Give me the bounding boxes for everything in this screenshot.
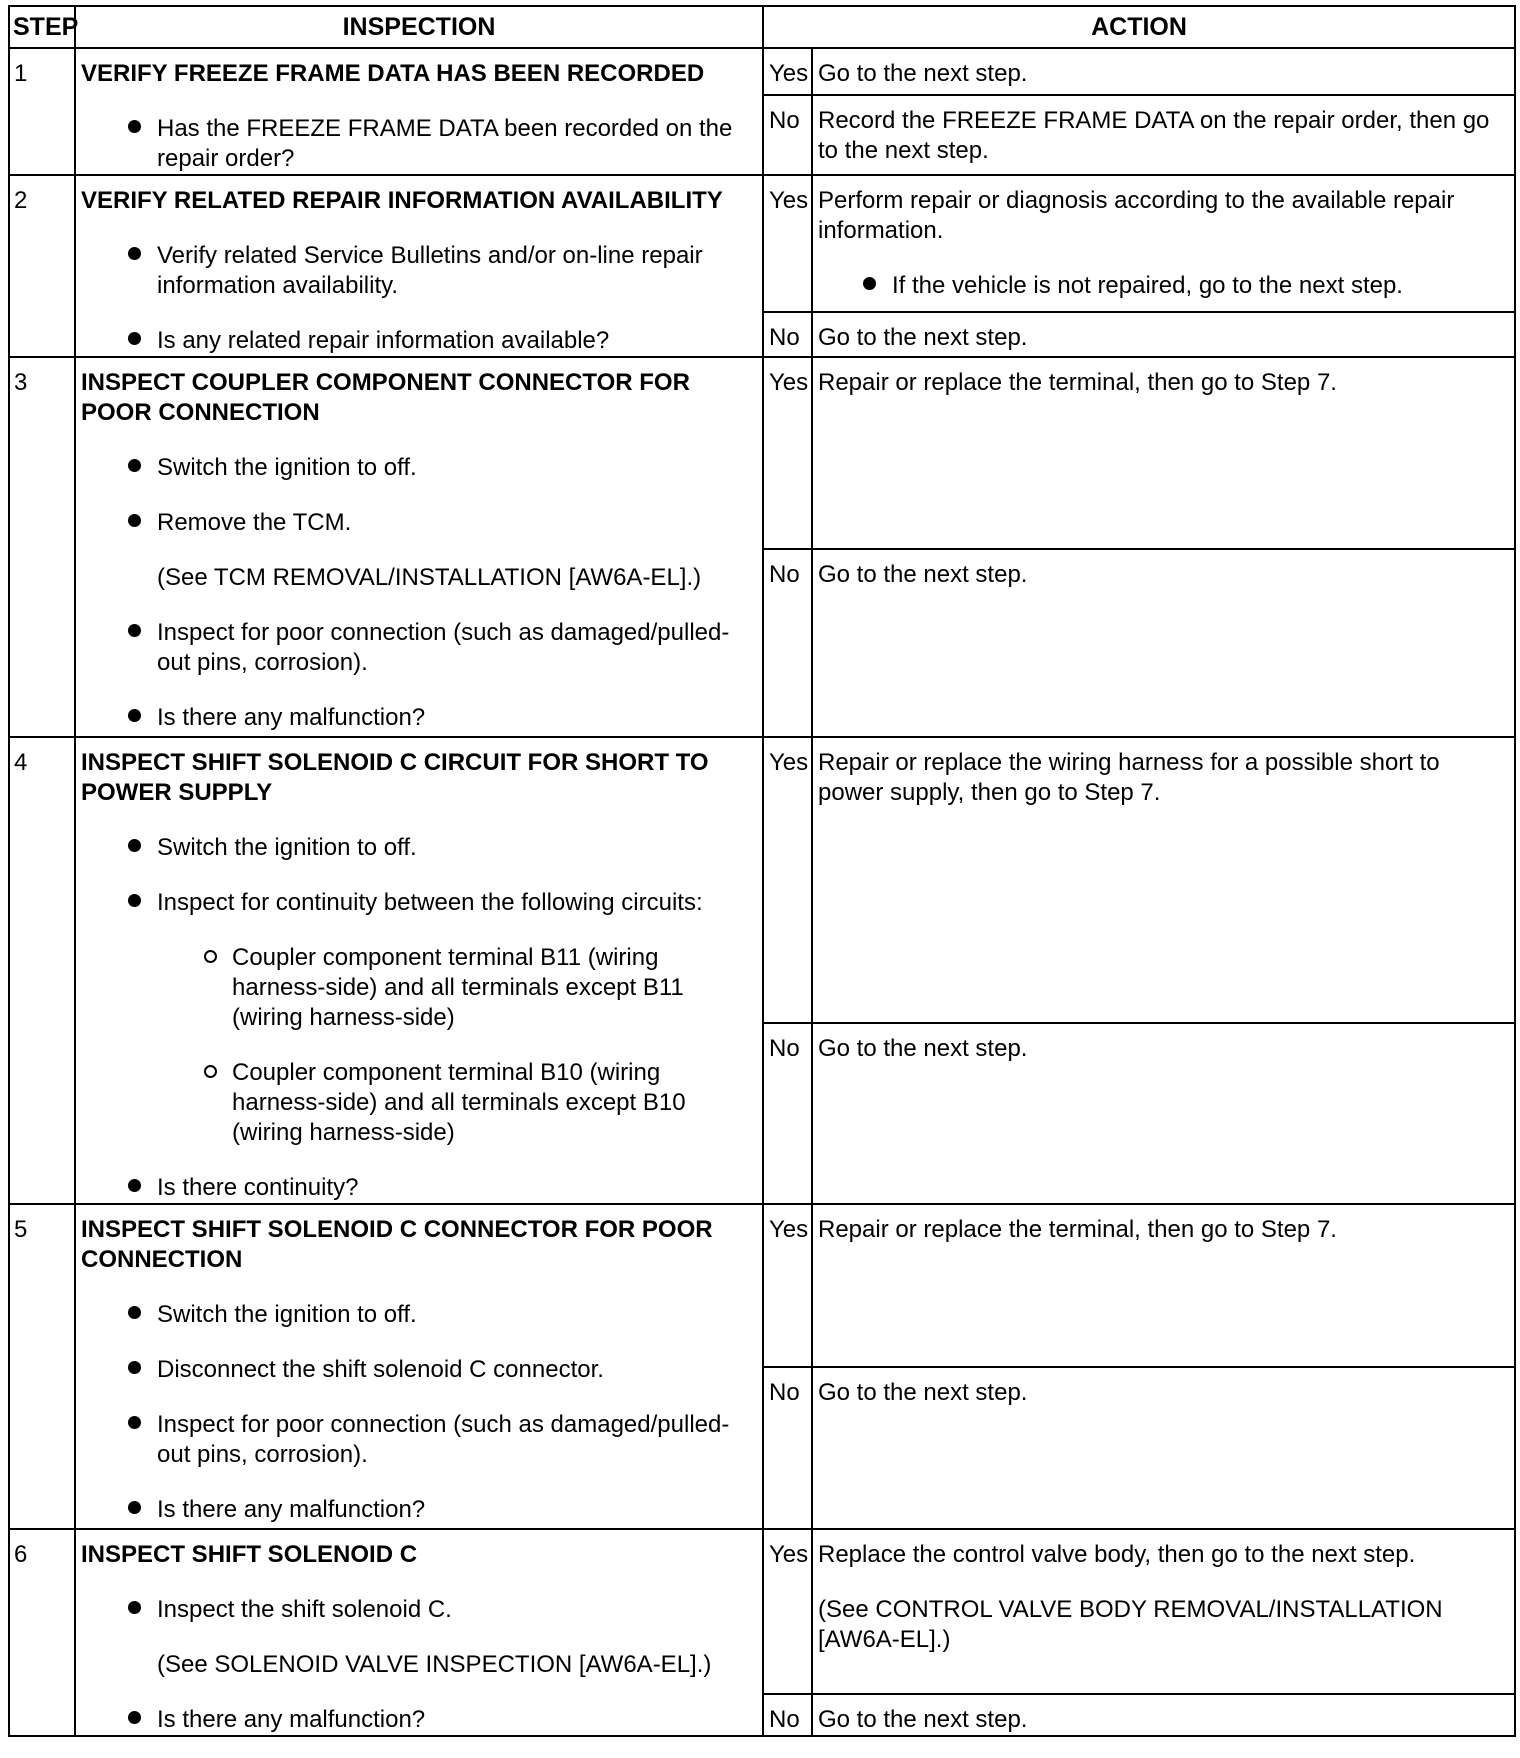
- header-row: [9, 6, 1515, 48]
- step-5-inspection: [75, 1204, 763, 1529]
- step-title: INSPECT SHIFT SOLENOID C: [81, 1541, 418, 1568]
- yes-action: Replace the control valve body, then go to the next step.: [818, 1541, 1416, 1568]
- no-label: No: [763, 1694, 812, 1736]
- yes-action: Repair or replace the terminal, then go to Step 7.: [812, 357, 1515, 549]
- inspection-bullet: Is there continuity?: [81, 1173, 756, 1203]
- action-reference: (See CONTROL VALVE BODY REMOVAL/INSTALLATION [AW6A-EL].): [818, 1596, 1443, 1653]
- no-label: No: [763, 312, 812, 357]
- inspection-bullet: Is there any malfunction?: [81, 1705, 756, 1735]
- bullet-icon: [128, 1179, 141, 1192]
- inspection-reference: (See SOLENOID VALVE INSPECTION [AW6A-EL].): [157, 1651, 712, 1678]
- bullet-icon: [128, 459, 141, 472]
- step-2-yes-row: [9, 175, 1515, 312]
- step-number: 6: [9, 1529, 75, 1736]
- header-step: STEP: [9, 6, 75, 48]
- step-title: INSPECT SHIFT SOLENOID C CONNECTOR FOR POOR CONNECTION: [81, 1216, 713, 1273]
- inspection-bullet: Switch the ignition to off.: [81, 833, 756, 863]
- yes-label: Yes: [763, 175, 812, 312]
- inspection-bullet: Remove the TCM.: [81, 508, 756, 538]
- yes-label: Yes: [763, 737, 812, 1023]
- bullet-icon: [128, 1306, 141, 1319]
- step-3-yes-row: [9, 357, 1515, 549]
- inspection-bullet: Switch the ignition to off.: [81, 453, 756, 483]
- header-action: ACTION: [763, 6, 1515, 48]
- inspection-bullet: Inspect the shift solenoid C.: [81, 1595, 756, 1625]
- no-action: Go to the next step.: [812, 1694, 1515, 1736]
- inspection-reference: (See TCM REMOVAL/INSTALLATION [AW6A-EL].): [157, 564, 702, 591]
- diagnostic-table: [8, 5, 1516, 1737]
- yes-label: Yes: [763, 357, 812, 549]
- step-2-inspection: [75, 175, 763, 357]
- yes-action: Repair or replace the terminal, then go to Step 7.: [812, 1204, 1515, 1367]
- inspection-bullet: Is there any malfunction?: [81, 1495, 756, 1525]
- inspection-bullet: Verify related Service Bulletins and/or on-line repair information availability.: [81, 241, 756, 301]
- step-number: 4: [9, 737, 75, 1204]
- inspection-bullet: Is there any malfunction?: [81, 703, 756, 733]
- yes-action-cell: [812, 175, 1515, 312]
- yes-action-cell: [812, 1529, 1515, 1694]
- bullet-icon: [128, 247, 141, 260]
- sub-bullet-icon: [204, 950, 217, 963]
- step-4-yes-row: [9, 737, 1515, 1023]
- yes-action: Perform repair or diagnosis according to the available repair information.: [818, 187, 1455, 244]
- step-title: INSPECT COUPLER COMPONENT CONNECTOR FOR POOR CONNECTION: [81, 369, 690, 426]
- inspection-bullet: Switch the ignition to off.: [81, 1300, 756, 1330]
- header-inspection: INSPECTION: [75, 6, 763, 48]
- bullet-icon: [128, 1501, 141, 1514]
- bullet-icon: [128, 1601, 141, 1614]
- step-number: 3: [9, 357, 75, 737]
- step-number: 2: [9, 175, 75, 357]
- no-action: Go to the next step.: [812, 312, 1515, 357]
- step-title: VERIFY RELATED REPAIR INFORMATION AVAILABILITY: [81, 187, 723, 214]
- yes-label: Yes: [763, 1529, 812, 1694]
- step-1-inspection: [75, 48, 763, 175]
- sub-bullet-icon: [204, 1065, 217, 1078]
- inspection-bullet: Inspect for continuity between the following circuits:: [81, 888, 756, 918]
- step-5-yes-row: [9, 1204, 1515, 1367]
- bullet-icon: [128, 1711, 141, 1724]
- inspection-sub-bullet: Coupler component terminal B11 (wiring harness-side) and all terminals except B11 (wiring harness-side): [81, 943, 756, 1033]
- bullet-icon: [128, 1416, 141, 1429]
- yes-label: Yes: [763, 48, 812, 95]
- diagnostic-procedure-document: [8, 5, 1514, 1756]
- no-label: No: [763, 1367, 812, 1529]
- no-label: No: [763, 1023, 812, 1204]
- bullet-icon: [128, 514, 141, 527]
- bullet-icon: [128, 894, 141, 907]
- inspection-bullet: Disconnect the shift solenoid C connector.: [81, 1355, 756, 1385]
- yes-label: Yes: [763, 1204, 812, 1367]
- bullet-icon: [128, 1361, 141, 1374]
- no-label: No: [763, 549, 812, 737]
- action-bullet: If the vehicle is not repaired, go to the next step.: [818, 271, 1508, 301]
- inspection-bullet: Is any related repair information available?: [81, 326, 756, 356]
- inspection-bullet: Has the FREEZE FRAME DATA been recorded on the repair order?: [81, 114, 756, 174]
- bullet-icon: [128, 624, 141, 637]
- bullet-icon: [128, 839, 141, 852]
- bullet-icon: [128, 709, 141, 722]
- bullet-icon: [128, 120, 141, 133]
- step-1-yes-row: [9, 48, 1515, 95]
- step-title: VERIFY FREEZE FRAME DATA HAS BEEN RECORDED: [81, 60, 705, 87]
- step-3-inspection: [75, 357, 763, 737]
- inspection-sub-bullet: Coupler component terminal B10 (wiring harness-side) and all terminals except B10 (wiring harness-side): [81, 1058, 756, 1148]
- yes-action: Repair or replace the wiring harness for a possible short to power supply, then go to Step 7.: [812, 737, 1515, 1023]
- no-action: Go to the next step.: [812, 1367, 1515, 1529]
- no-label: No: [763, 95, 812, 175]
- bullet-icon: [863, 277, 876, 290]
- yes-action: Go to the next step.: [812, 48, 1515, 95]
- no-action: Go to the next step.: [812, 549, 1515, 737]
- step-number: 5: [9, 1204, 75, 1529]
- step-6-inspection: [75, 1529, 763, 1736]
- step-4-inspection: [75, 737, 763, 1204]
- no-action: Go to the next step.: [812, 1023, 1515, 1204]
- step-number: 1: [9, 48, 75, 175]
- bullet-icon: [128, 332, 141, 345]
- inspection-bullet: Inspect for poor connection (such as damaged/pulled-out pins, corrosion).: [81, 1410, 756, 1470]
- step-6-yes-row: [9, 1529, 1515, 1694]
- no-action: Record the FREEZE FRAME DATA on the repair order, then go to the next step.: [812, 95, 1515, 175]
- inspection-bullet: Inspect for poor connection (such as damaged/pulled-out pins, corrosion).: [81, 618, 756, 678]
- step-title: INSPECT SHIFT SOLENOID C CIRCUIT FOR SHORT TO POWER SUPPLY: [81, 749, 709, 806]
